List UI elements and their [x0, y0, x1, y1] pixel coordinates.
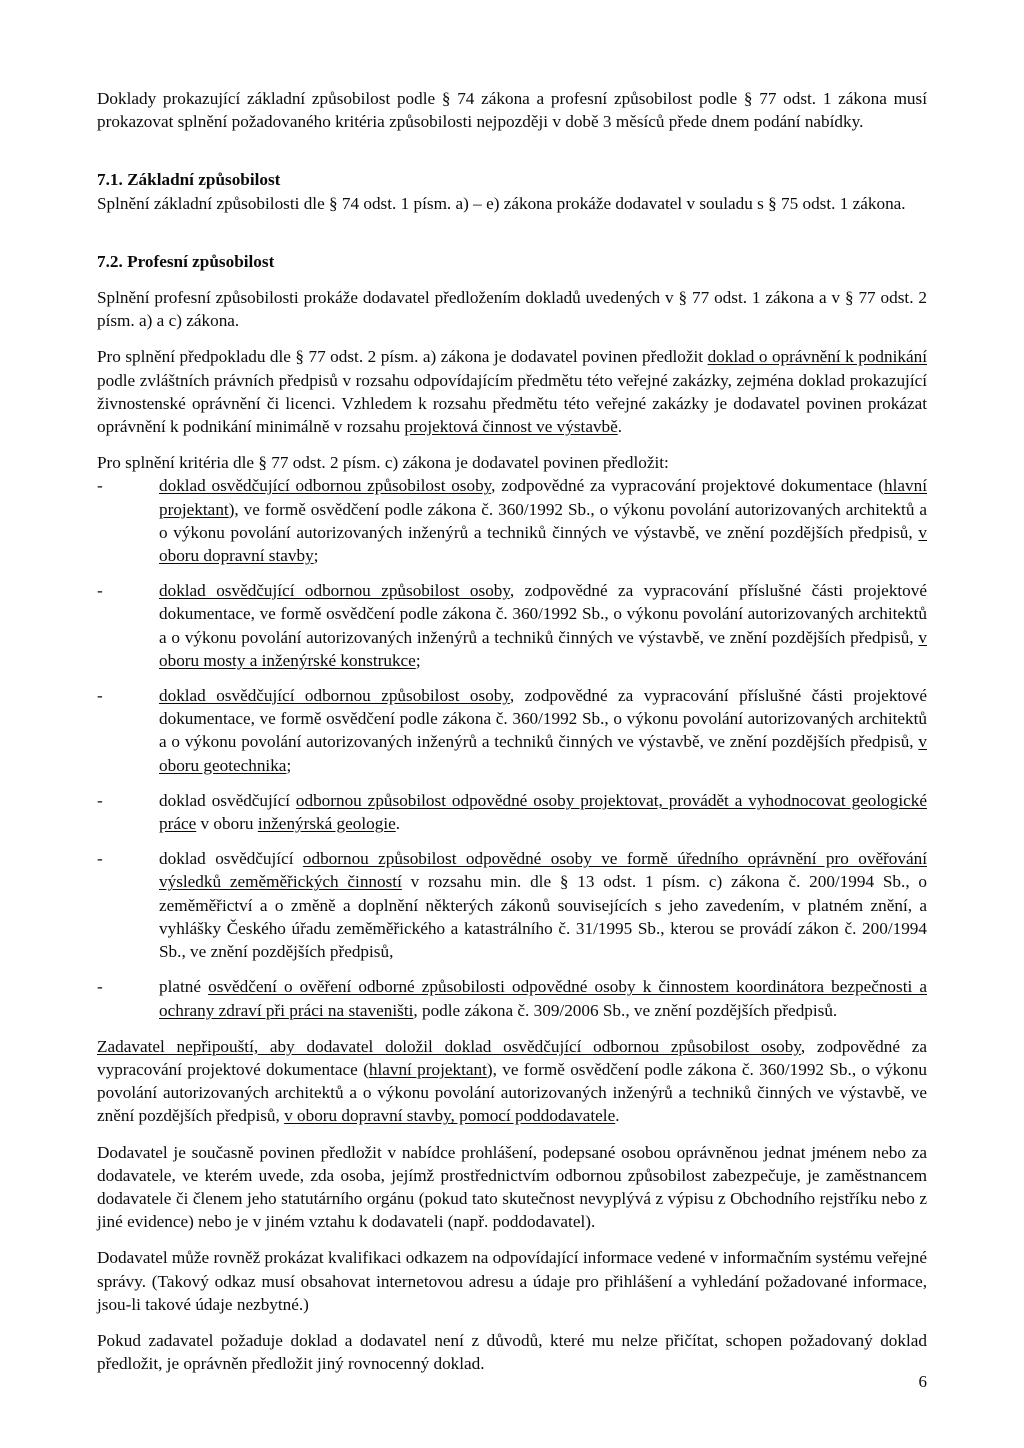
list-item: - doklad osvědčující odbornou způsobilost osoby, zodpovědné za vypracování příslušné části projektové dokumentace, ve formě osvědčení podle zákona č. 360/1992 Sb., o výkonu povolání autorizovaných architektů a o výkonu povolání autorizovaných inženýrů a techniků činných ve výstavbě, ve znění pozdějších předpisů, v oboru geotechnika; [97, 686, 927, 775]
list-item: - platné osvědčení o ověření odborné způsobilosti odpovědné osoby k činnostem koordinátora bezpečnosti a ochrany zdraví při práci na staveništi, podle zákona č. 309/2006 Sb., ve znění pozdějších předpisů. [97, 977, 928, 1020]
paragraph-no-subcontractor: Zadavatel nepřipouští, aby dodavatel doložil doklad osvědčující odbornou způsobilost osoby, zodpovědné za vypracování projektové dokumentace (hlavní projektant), ve formě osvědčení podle zákona č. 360/1992 Sb., o výkonu povolání autorizovaných architektů a o výkonu povolání autorizovaných inženýrů a techniků činných ve výstavbě, ve znění pozdějších předpisů, v oboru dopravní stavby, pomocí poddodavatele. [97, 1036, 927, 1126]
paragraph-information-system: Dodavatel může rovněž prokázat kvalifikaci odkazem na odpovídající informace vedené v informačním systému veřejné správy. (Takový odkaz musí obsahovat internetovou adresu a údaje pro přihlášení a vyhledání požadované informace, jsou-li takové údaje nezbytné.) [97, 1248, 927, 1314]
list-item: - doklad osvědčující odbornou způsobilost osoby, zodpovědné za vypracování příslušné části projektové dokumentace, ve formě osvědčení podle zákona č. 360/1992 Sb., o výkonu povolání autorizovaných architektů a o výkonu povolání autorizovaných inženýrů a techniků činných ve výstavbě, ve znění pozdějších předpisů, v oboru mosty a inženýrské konstrukce; [97, 581, 927, 670]
section-text: Splnění profesní způsobilosti prokáže dodavatel předložením dokladů uvedených v § 77 odst. 1 zákona a v § 77 odst. 2 písm. a) a c) zákona. [97, 288, 927, 331]
underlined-text: projektová činnost ve výstavbě [404, 417, 618, 437]
requirements-list [97, 474, 927, 1021]
document-body [97, 87, 927, 1375]
list-item: - doklad osvědčující odbornou způsobilost odpovědné osoby ve formě úředního oprávnění pro ověřování výsledků zeměměřických činností v rozsahu min. dle § 13 odst. 1 písm. c) zákona č. 200/1994 Sb., o zeměměřictví a o změně a doplnění některých zákonů souvisejících s jeho zavedením, v platném znění, a vyhlášky Českého úřadu zeměměřického a katastrálního č. 31/1995 Sb., kterou se provádí zákon č. 200/1994 Sb., ve znění pozdějších předpisů, [97, 849, 928, 962]
intro-paragraph: Doklady prokazující základní způsobilost podle § 74 zákona a profesní způsobilost podle § 77 odst. 1 zákona musí prokazovat splnění požadovaného kritéria způsobilosti nejpozději v době 3 měsíců přede dnem podání nabídky. [97, 89, 927, 132]
section-professional-qualification [97, 250, 927, 333]
paragraph-declaration: Dodavatel je současně povinen předložit v nabídce prohlášení, podepsané osobou oprávněnou jednat jménem nebo za dodavatele, ve kterém uvede, zda osoba, jejímž prostřednictvím odbornou způsobilost zabezpečuje, je zaměstnancem dodavatele či členem jeho statutárního orgánu (pokud tato skutečnost nevyplývá z výpisu z Obchodního rejstříku nebo z jiné evidence) nebo je v jiném vztahu k dodavateli (např. poddodavatel). [97, 1142, 927, 1232]
section-heading: 7.1. Základní způsobilost [97, 170, 281, 190]
page-number: 6 [918, 1372, 927, 1391]
paragraph-license: Pro splnění předpokladu dle § 77 odst. 2 písm. a) zákona je dodavatel povinen předložit doklad o oprávnění k podnikání podle zvláštních právních předpisů v rozsahu odpovídajícím předmětu této veřejné zakázky, zejména doklad prokazující živnostenské oprávnění či licenci. Vzhledem k rozsahu předmětu této veřejné zakázky je dodavatel povinen prokázat oprávnění k podnikání minimálně v rozsahu projektová činnost ve výstavbě. [97, 347, 927, 437]
paragraph-criteria-intro: Pro splnění kritéria dle § 77 odst. 2 písm. c) zákona je dodavatel povinen předložit: [97, 453, 669, 473]
section-text: Splnění základní způsobilosti dle § 74 odst. 1 písm. a) – e) zákona prokáže dodavatel v souladu s § 75 odst. 1 zákona. [97, 193, 906, 213]
paragraph-equivalent-document: Pokud zadavatel požaduje doklad a dodavatel není z důvodů, které mu nelze přičítat, schopen požadovaný doklad předložit, je oprávněn předložit jiný rovnocenný doklad. [97, 1330, 927, 1374]
underlined-text: doklad o oprávnění k podnikání [707, 347, 927, 367]
section-basic-qualification [97, 168, 927, 214]
list-item: - doklad osvědčující odbornou způsobilost osoby, zodpovědné za vypracování projektové dokumentace (hlavní projektant), ve formě osvědčení podle zákona č. 360/1992 Sb., o výkonu povolání autorizovaných architektů a o výkonu povolání autorizovaných inženýrů a techniků činných ve výstavbě, ve znění pozdějších předpisů, v oboru dopravní stavby; [97, 476, 927, 566]
section-heading: 7.2. Profesní způsobilost [97, 251, 275, 271]
list-item: - doklad osvědčující odbornou způsobilost odpovědné osoby projektovat, provádět a vyhodnocovat geologické práce v oboru inženýrská geologie. [97, 790, 927, 834]
